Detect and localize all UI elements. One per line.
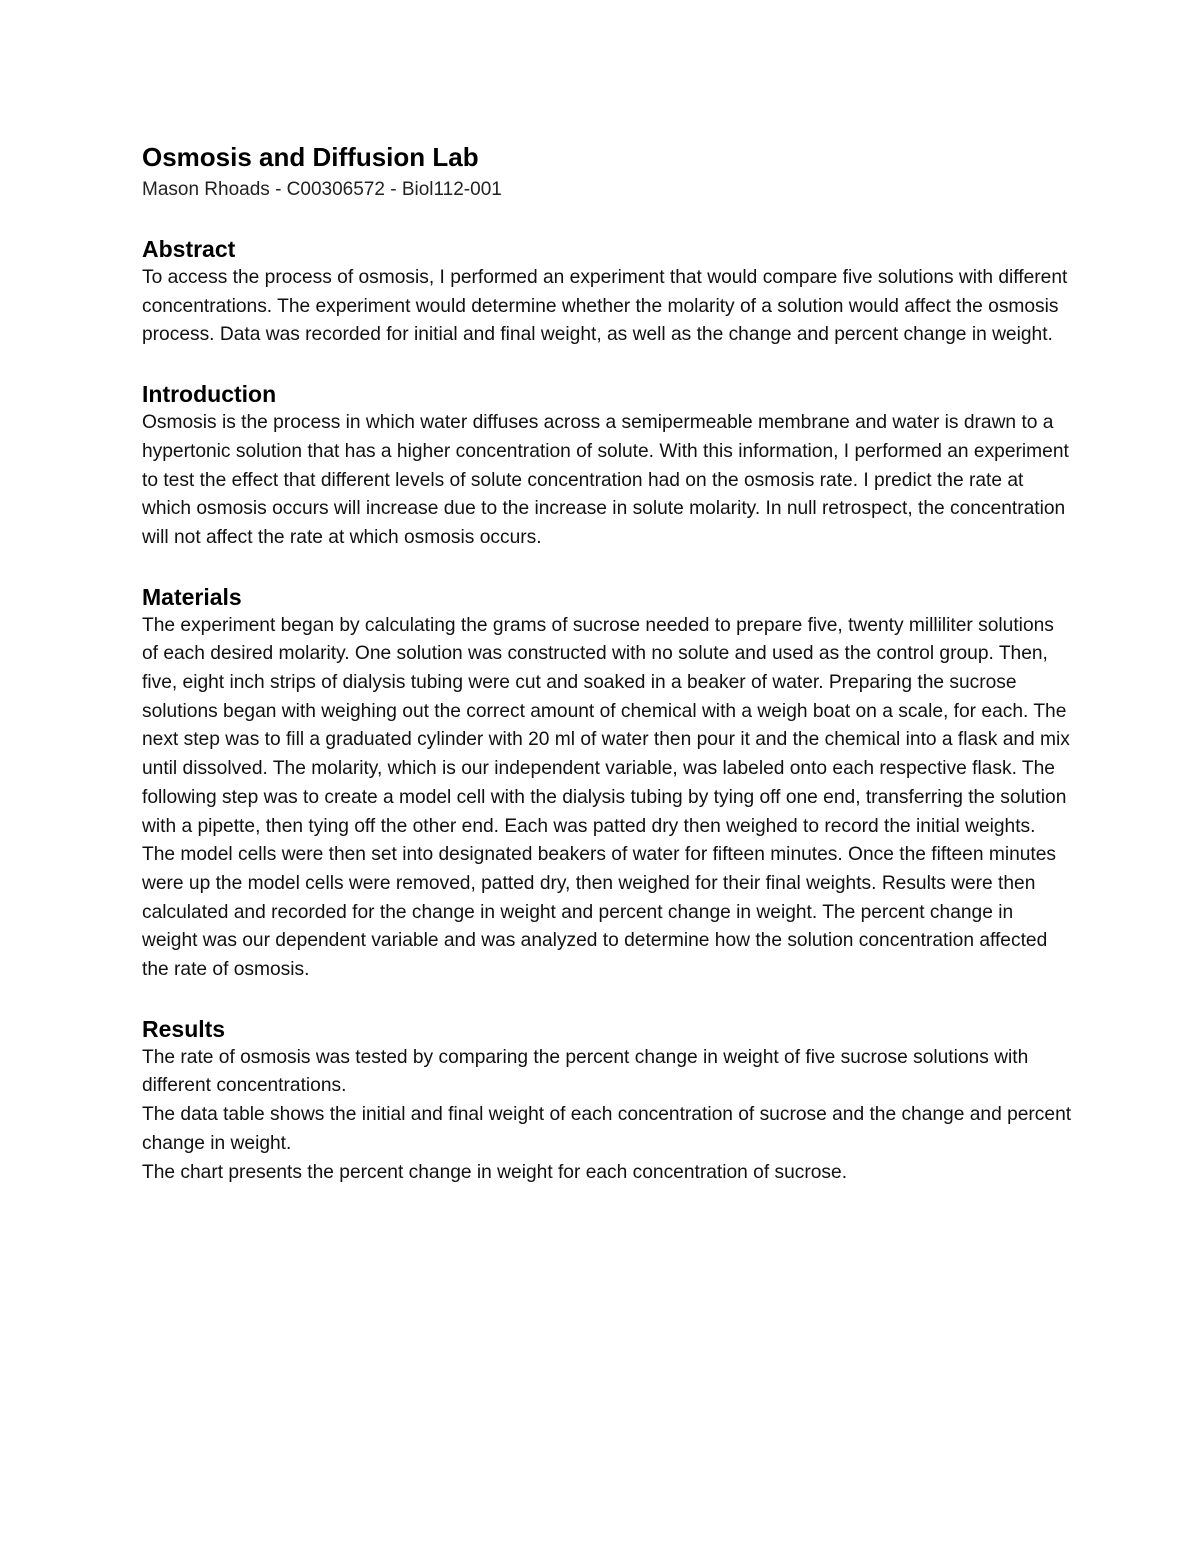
section-abstract	[142, 234, 1072, 350]
section-paragraph: The data table shows the initial and final weight of each concentration of sucrose and the change and percent change in weight.	[142, 1104, 1072, 1154]
section-paragraph: The chart presents the percent change in weight for each concentration of sucrose.	[142, 1161, 848, 1183]
section-paragraph: To access the process of osmosis, I performed an experiment that would compare five solutions with different concentrations. The experiment would determine whether the molarity of a solution would affect the osmosis process. Data was recorded for initial and final weight, as well as the change and percent change in weight.	[142, 267, 1068, 346]
section-introduction	[142, 379, 1072, 553]
section-paragraph: The experiment began by calculating the grams of sucrose needed to prepare five, twenty milliliter solutions of each desired molarity. One solution was constructed with no solute and used as the control group. Then, five, eight inch strips of dialysis tubing were cut and soaked in a beaker of water. Preparing the sucrose solutions began with weighing out the correct amount of chemical with a weigh boat on a scale, for each. The next step was to fill a graduated cylinder with 20 ml of water then pour it and the chemical into a flask and mix until dissolved. The molarity, which is our independent variable, was labeled onto each respective flask. The following step was to create a model cell with the dialysis tubing by tying off one end, transferring the solution with a pipette, then tying off the other end. Each was patted dry then weighed to record the initial weights. The model cells were then set into designated beakers of water for fifteen minutes. Once the fifteen minutes were up the model cells were removed, patted dry, then weighed for their final weights. Results were then calculated and recorded for the change in weight and percent change in weight. The percent change in weight was our dependent variable and was analyzed to determine how the solution concentration affected the rate of osmosis.	[142, 614, 1070, 981]
section-paragraph: Osmosis is the process in which water diffuses across a semipermeable membrane and water is drawn to a hypertonic solution that has a higher concentration of solute. With this information, I performed an experiment to test the effect that different levels of solute concentration had on the osmosis rate. I predict the rate at which osmosis occurs will increase due to the increase in solute molarity. In null retrospect, the concentration will not affect the rate at which osmosis occurs.	[142, 412, 1069, 548]
section-results	[142, 1014, 1072, 1188]
section-heading: Results	[142, 1015, 226, 1042]
author-line: Mason Rhoads - C00306572 - Biol112-001	[142, 179, 502, 200]
section-paragraph: The rate of osmosis was tested by comparing the percent change in weight of five sucrose solutions with different concentrations.	[142, 1046, 1029, 1097]
section-heading: Materials	[142, 583, 242, 610]
section-heading: Introduction	[142, 381, 277, 408]
section-materials	[142, 582, 1072, 985]
document-page	[142, 138, 1072, 1216]
section-heading: Abstract	[142, 236, 236, 262]
document-title: Osmosis and Diffusion Lab	[142, 142, 479, 172]
